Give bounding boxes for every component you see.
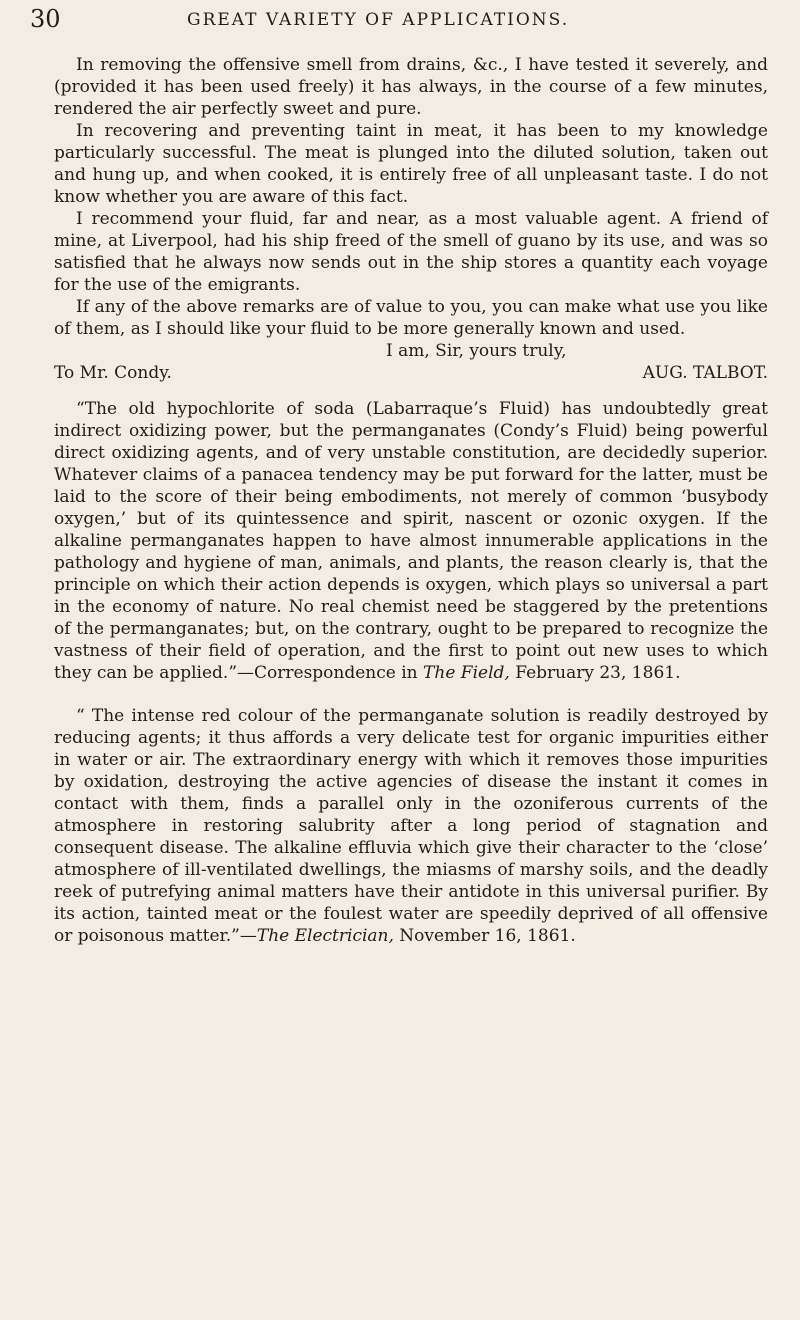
letter-signature-line bbox=[54, 362, 768, 384]
quotation-text: “ The intense red colour of the permanganate solution is readily destroyed by reducing agents; it thus affords a very delicate test for organic impurities either in water or air. The extraordinary energy with which it removes those impurities by oxidation, destroying the active agencies of disease the instant it comes in contact with them, finds a parallel only in the ozoniferous currents of the atmosphere in restoring salubrity after a long period of stagnation and consequent disease. The alkaline effluvia which give their character to the ‘close’ atmosphere of ill-ventilated dwellings, the miasms of marshy soils, and the deadly reek of putrefying animal matters have their antidote in this universal purifier. By its action, tainted meat or the foulest water are speedily deprived of all offensive or poisonous matter.”— bbox=[54, 706, 768, 946]
letter-paragraph: I recommend your fluid, far and near, as a most valuable agent. A friend of mine, at Liverpool, had his ship freed of the smell of guano by its use, and was so satisfied that he always now sends out in the ship stores a quantity each voyage for the use of the emigrants. bbox=[54, 209, 768, 295]
quotation-date: November 16, 1861. bbox=[393, 926, 576, 946]
quotation-field bbox=[54, 398, 768, 684]
quotation-text: “The old hypochlorite of soda (Labarraque’s Fluid) has undoubtedly great indirect oxidizing power, but the permanganates (Condy’s Fluid) being powerful direct oxidizing agents, and of very unstable constitution, are decidedly superior. Whatever claims of a panacea tendency may be put forward for the latter, must be laid to the score of their being embodiments, not merely of common ‘busybody oxygen,’ but of its quintessence and spirit, nascent or ozonic oxygen. If the alkaline permanganates happen to have almost innumerable applications in the pathology and hygiene of man, animals, and plants, the reason clearly is, that the principle on which their action depends is oxygen, which plays so universal a part in the economy of nature. No real chemist need be staggered by the pretentions of the permanganates; but, on the contrary, ought to be prepared to recognize the vastness of their field of operation, and the first to point out new uses to which they can be applied.”—Correspondence in bbox=[54, 399, 768, 683]
quotation-electrician bbox=[54, 705, 768, 947]
running-head: GREAT VARIETY OF APPLICATIONS. bbox=[187, 10, 570, 30]
page-header bbox=[0, 3, 800, 43]
letter-paragraph: In recovering and preventing taint in meat, it has been to my knowledge particularly successful. The meat is plunged into the diluted solution, taken out and hung up, and when cooked, it is entirely free of all unpleasant taste. I do not know whether you are aware of this fact. bbox=[54, 121, 768, 207]
quotation-source: The Field, bbox=[423, 663, 510, 683]
quotation-date: February 23, 1861. bbox=[509, 663, 681, 683]
letter-addressee: To Mr. Condy. bbox=[54, 363, 172, 383]
body-text bbox=[54, 54, 768, 947]
letter-signature: AUG. TALBOT. bbox=[642, 363, 768, 383]
letter-paragraph: If any of the above remarks are of value to you, you can make what use you like of them, as I should like your fluid to be more generally known and used. bbox=[54, 297, 768, 339]
letter-closing: I am, Sir, yours truly, bbox=[386, 341, 567, 361]
page-number: 30 bbox=[30, 5, 61, 33]
letter-paragraph: In removing the offensive smell from drains, &c., I have tested it severely, and (provided it has been used freely) it has always, in the course of a few minutes, rendered the air perfectly sweet and pure. bbox=[54, 55, 768, 119]
quotation-source: The Electrician, bbox=[256, 926, 394, 946]
letter bbox=[54, 54, 768, 384]
